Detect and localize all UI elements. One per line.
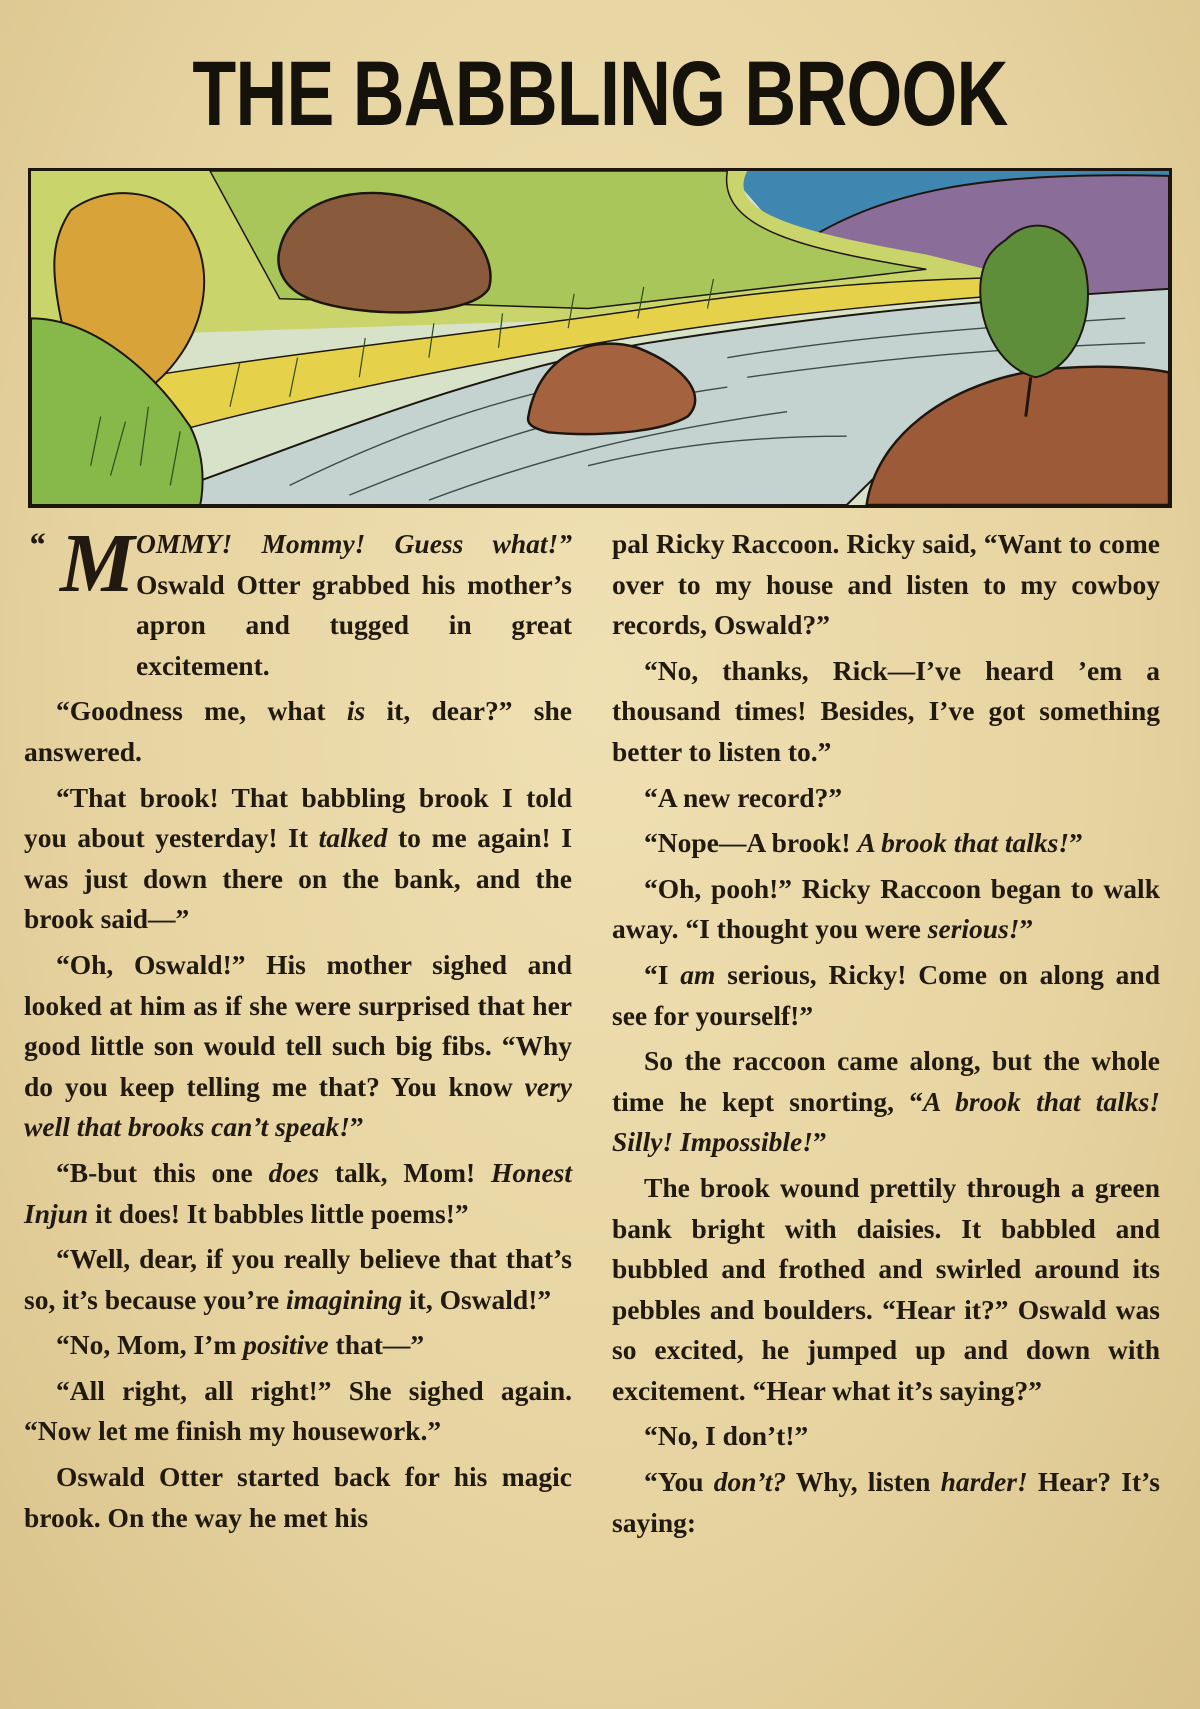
paragraph: [24, 691, 572, 772]
paragraph: Oswald Otter started back for his magic brook. On the way he met his: [24, 1461, 572, 1533]
italic-run: A brook that talks!: [857, 827, 1070, 859]
text-run: “No, Mom, I’m: [56, 1329, 244, 1361]
text-run: Why, listen: [786, 1466, 941, 1498]
story-title: THE BABBLING BROOK: [192, 43, 1008, 145]
drop-cap-letter: M: [60, 517, 135, 610]
text-run: it, dear?” she answered.: [24, 695, 572, 767]
text-run: that—”: [328, 1329, 425, 1361]
italic-run: is: [346, 695, 366, 727]
text-run: “Oh, pooh!” Ricky Raccoon began to walk away. “I thought you were: [612, 872, 1160, 945]
italic-run: imagining: [286, 1283, 403, 1315]
italic-run: harder!: [940, 1466, 1028, 1498]
paragraph: [24, 945, 572, 1148]
italic-run: very well that brooks can’t speak!: [24, 1070, 572, 1143]
text-run: ”: [812, 1126, 827, 1158]
paragraph: [612, 955, 1160, 1036]
opening-quote: “: [28, 527, 45, 564]
text-run: “Well, dear, if you really believe that that’s so, it’s because you’re: [24, 1243, 572, 1315]
paragraph: “No, thanks, Rick—I’ve heard ’em a thousand times! Besides, I’ve got something better to listen to.”: [612, 654, 1160, 767]
paragraph: “A new record?”: [644, 781, 843, 813]
brook-landscape-illustration: [31, 171, 1169, 505]
text-run: ”: [1019, 913, 1034, 945]
paragraph: [24, 1153, 572, 1234]
text-run: talk, Mom!: [319, 1156, 492, 1188]
opening-text: Oswald Otter grabbed his mother’s apron and tugged in great excitement.: [136, 568, 572, 681]
paragraph: pal Ricky Raccoon. Ricky said, “Want to come over to my house and listen to my cowboy records, Oswald?”: [612, 528, 1160, 641]
text-run: “That brook! That babbling brook I told you about yesterday! It: [24, 781, 572, 854]
paragraph: “All right, all right!” She sighed again. “Now let me finish my housework.”: [24, 1374, 572, 1447]
italic-run: talked: [318, 822, 388, 854]
left-text-column: [24, 517, 572, 1538]
italic-run: positive: [243, 1329, 329, 1361]
paragraph: [612, 823, 1160, 864]
paragraph: [24, 1239, 572, 1320]
text-run: “Nope—A brook!: [644, 827, 858, 859]
paragraph: The brook wound prettily through a green bank bright with daisies. It babbled and bubbled and frothed and swirled around its pebbles and boulders. “Hear it?” Oswald was so excited, he jumped up and down with excitement. “Hear what it’s saying?”: [612, 1171, 1160, 1406]
text-run: ”: [1069, 827, 1083, 859]
text-run: Hear? It’s saying:: [612, 1466, 1161, 1538]
opening-paragraph: [24, 517, 572, 686]
right-text-column: [612, 524, 1160, 1543]
text-run: it, Oswald!”: [402, 1283, 552, 1315]
italic-run: don’t?: [713, 1466, 787, 1498]
text-run: ”: [349, 1111, 364, 1143]
paragraph: “No, I don’t!”: [644, 1420, 809, 1452]
paragraph: [612, 869, 1160, 950]
paragraph: [612, 1041, 1160, 1163]
opening-exclamation: OMMY! Mommy! Guess what!”: [136, 528, 572, 559]
paragraph: [24, 1325, 572, 1366]
text-run: “I: [644, 958, 681, 990]
italic-run: am: [680, 958, 716, 990]
text-run: to me again! I was just down there on the bank, and the brook said—”: [24, 822, 572, 935]
italic-run: serious!: [927, 913, 1020, 945]
italic-run: A brook that talks! Silly! Impossible!: [612, 1085, 1160, 1158]
paragraph: [24, 778, 572, 940]
italic-run: does: [268, 1156, 319, 1188]
text-run: “Oh, Oswald!” His mother sighed and looked at him as if she were surprised that her good little son would tell such big fibs. “Why do you keep telling me that? You know: [24, 948, 572, 1102]
italic-run: Honest Injun: [24, 1156, 572, 1229]
brook-illustration-panel: [28, 168, 1172, 508]
text-run: So the raccoon came along, but the whole time he kept snorting, “: [612, 1045, 1160, 1117]
text-run: “You: [644, 1466, 714, 1498]
paragraph: [612, 1462, 1160, 1543]
text-run: “Goodness me, what: [56, 695, 347, 727]
text-run: serious, Ricky! Come on along and see for yourself!”: [612, 958, 1161, 1031]
text-run: “B-but this one: [56, 1156, 269, 1188]
text-run: it does! It babbles little poems!”: [88, 1197, 469, 1229]
